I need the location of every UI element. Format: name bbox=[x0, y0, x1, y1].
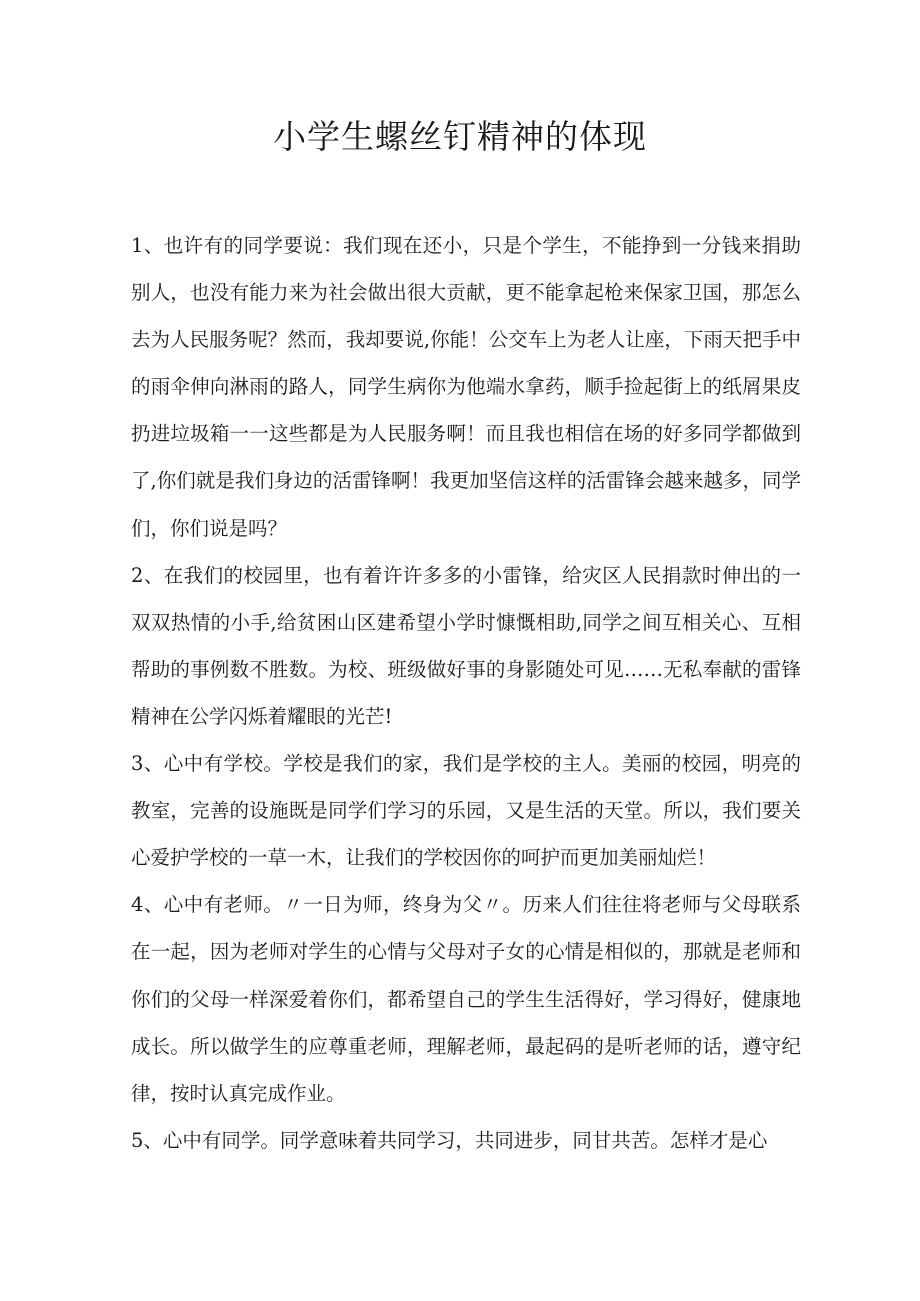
document-body bbox=[131, 222, 801, 1164]
paragraph-5: 5、心中有同学。同学意味着共同学习，共同进步，同甘共苦。怎样才是心 bbox=[131, 1128, 768, 1152]
paragraph-2: 2、在我们的校园里，也有着许许多多的小雷锋，给灾区人民捐款时伸出的一双双热情的小手,给贫困山区建希望小学时慷慨相助,同学之间互相关心、互相帮助的事例数不胜数。为校、班级做好事的身影随处可见……无私奉献的雷锋精神在公学闪烁着耀眼的光芒! bbox=[131, 563, 801, 728]
paragraph-4: 4、心中有老师。〃一日为师，终身为父〃。历来人们往往将老师与父母联系在一起，因为老师对学生的心情与父母对子女的心情是相似的，那就是老师和你们的父母一样深爱着你们，都希望自己的学生生活得好，学习得好，健康地成长。所以做学生的应尊重老师，理解老师，最起码的是听老师的话，遵守纪律，按时认真完成作业。 bbox=[131, 893, 801, 1105]
document-title: 小学生螺丝钉精神的体现 bbox=[273, 117, 647, 156]
paragraph-1: 1、也许有的同学要说：我们现在还小，只是个学生，不能挣到一分钱来捐助别人，也没有能力来为社会做出很大贡献，更不能拿起枪来保家卫国，那怎么去为人民服务呢？然而，我却要说,你能！公交车上为老人让座，下雨天把手中的雨伞伸向淋雨的路人，同学生病你为他端水拿药，顺手捡起街上的纸屑果皮扔进垃圾箱一一这些都是为人民服务啊！而且我也相信在场的好多同学都做到了,你们就是我们身边的活雷锋啊！我更加坚信这样的活雷锋会越来越多，同学们，你们说是吗？ bbox=[131, 234, 801, 540]
paragraph-3: 3、心中有学校。学校是我们的家，我们是学校的主人。美丽的校园，明亮的教室，完善的设施既是同学们学习的乐园，又是生活的天堂。所以，我们要关心爱护学校的一草一木，让我们的学校因你的呵护而更加美丽灿烂！ bbox=[131, 752, 801, 870]
